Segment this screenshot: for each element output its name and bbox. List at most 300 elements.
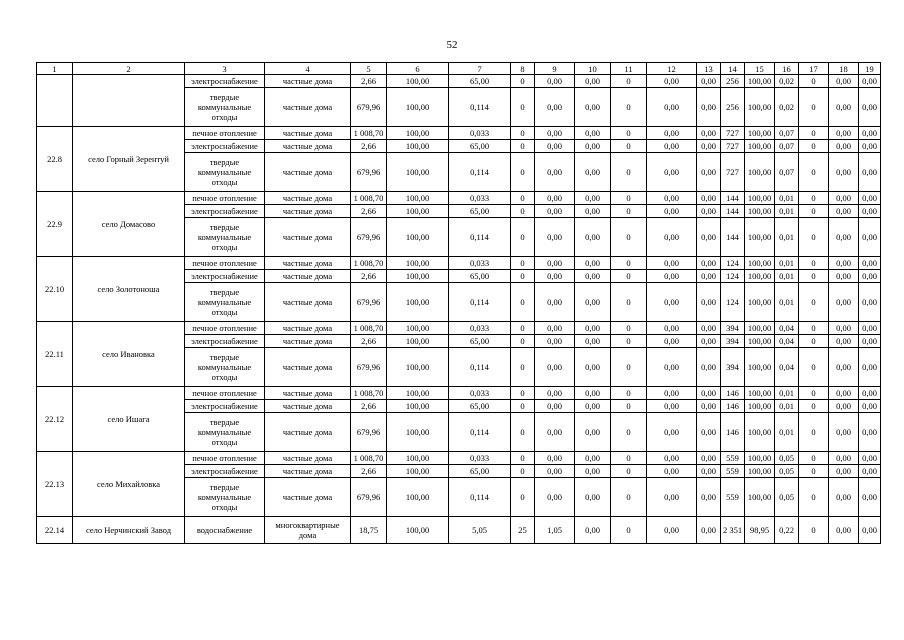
value-cell: 98,95 <box>745 517 775 544</box>
value-cell: 0 <box>511 283 535 322</box>
value-cell: 0,07 <box>775 140 799 153</box>
value-cell: 0 <box>611 465 647 478</box>
table-row <box>37 322 881 335</box>
value-cell: 1 008,70 <box>351 322 387 335</box>
value-cell: 0,00 <box>575 452 611 465</box>
value-cell: 0 <box>799 75 829 88</box>
settlement-name-cell <box>73 75 185 127</box>
value-cell: 0 <box>611 413 647 452</box>
value-cell: 0,00 <box>647 465 697 478</box>
value-cell: 0,00 <box>829 335 859 348</box>
value-cell: 0,00 <box>829 478 859 517</box>
value-cell: 0,00 <box>859 465 881 478</box>
value-cell: 0,00 <box>829 140 859 153</box>
value-cell: 0,00 <box>859 322 881 335</box>
value-cell: 0,00 <box>697 335 721 348</box>
value-cell: 65,00 <box>449 205 511 218</box>
value-cell: 0 <box>511 400 535 413</box>
table-row <box>37 127 881 140</box>
value-cell: 559 <box>721 465 745 478</box>
value-cell: 0 <box>511 127 535 140</box>
table-row <box>37 257 881 270</box>
value-cell: 100,00 <box>745 153 775 192</box>
value-cell: 0,01 <box>775 413 799 452</box>
value-cell: 0,01 <box>775 257 799 270</box>
value-cell: 0 <box>611 452 647 465</box>
housing-type-cell: частные дома <box>265 400 351 413</box>
value-cell: 124 <box>721 270 745 283</box>
value-cell: 0,00 <box>575 88 611 127</box>
data-table <box>36 62 881 544</box>
value-cell: 679,96 <box>351 88 387 127</box>
value-cell: 0,00 <box>647 517 697 544</box>
value-cell: 0,00 <box>829 452 859 465</box>
value-cell: 144 <box>721 205 745 218</box>
value-cell: 0,00 <box>575 153 611 192</box>
value-cell: 0,00 <box>535 257 575 270</box>
value-cell: 144 <box>721 218 745 257</box>
housing-type-cell: частные дома <box>265 140 351 153</box>
value-cell: 0 <box>611 348 647 387</box>
value-cell: 0,00 <box>697 400 721 413</box>
value-cell: 100,00 <box>745 218 775 257</box>
value-cell: 0 <box>511 218 535 257</box>
value-cell: 0 <box>799 335 829 348</box>
value-cell: 100,00 <box>745 75 775 88</box>
value-cell: 0,114 <box>449 218 511 257</box>
value-cell: 0,00 <box>647 335 697 348</box>
value-cell: 0,00 <box>859 127 881 140</box>
value-cell: 146 <box>721 413 745 452</box>
value-cell: 0,00 <box>859 348 881 387</box>
value-cell: 0 <box>799 465 829 478</box>
value-cell: 0 <box>611 283 647 322</box>
value-cell: 0,00 <box>535 322 575 335</box>
value-cell: 0 <box>611 478 647 517</box>
value-cell: 0 <box>799 517 829 544</box>
value-cell: 0,00 <box>575 348 611 387</box>
value-cell: 0,00 <box>535 478 575 517</box>
value-cell: 679,96 <box>351 348 387 387</box>
header-cell: 1 <box>37 63 73 75</box>
value-cell: 100,00 <box>745 452 775 465</box>
service-type-cell: печное отопление <box>185 192 265 205</box>
housing-type-cell: частные дома <box>265 270 351 283</box>
value-cell: 100,00 <box>387 322 449 335</box>
value-cell: 1 008,70 <box>351 257 387 270</box>
service-type-cell: твердые коммунальные отходы <box>185 413 265 452</box>
value-cell: 0 <box>511 270 535 283</box>
value-cell: 0,00 <box>575 140 611 153</box>
housing-type-cell: частные дома <box>265 75 351 88</box>
value-cell: 100,00 <box>745 192 775 205</box>
value-cell: 0,00 <box>535 413 575 452</box>
value-cell: 0,00 <box>829 127 859 140</box>
value-cell: 0 <box>799 88 829 127</box>
value-cell: 1 008,70 <box>351 452 387 465</box>
header-cell: 9 <box>535 63 575 75</box>
value-cell: 0,00 <box>575 478 611 517</box>
value-cell: 0,114 <box>449 413 511 452</box>
table-body <box>37 75 881 544</box>
value-cell: 124 <box>721 283 745 322</box>
value-cell: 0,00 <box>647 270 697 283</box>
value-cell: 0,01 <box>775 283 799 322</box>
value-cell: 0,00 <box>697 452 721 465</box>
row-number-cell: 22.10 <box>37 257 73 322</box>
value-cell: 0,00 <box>829 517 859 544</box>
housing-type-cell: многоквартирные дома <box>265 517 351 544</box>
value-cell: 0 <box>511 465 535 478</box>
value-cell: 0,114 <box>449 88 511 127</box>
settlement-name-cell: село Горный Зерентуй <box>73 127 185 192</box>
value-cell: 0,00 <box>647 387 697 400</box>
value-cell: 0 <box>611 88 647 127</box>
service-type-cell: печное отопление <box>185 387 265 400</box>
value-cell: 1,05 <box>535 517 575 544</box>
value-cell: 0,00 <box>575 270 611 283</box>
value-cell: 0,00 <box>535 192 575 205</box>
housing-type-cell: частные дома <box>265 127 351 140</box>
value-cell: 0,00 <box>829 322 859 335</box>
value-cell: 559 <box>721 452 745 465</box>
value-cell: 100,00 <box>745 205 775 218</box>
value-cell: 0 <box>611 387 647 400</box>
value-cell: 0 <box>611 517 647 544</box>
service-type-cell: твердые коммунальные отходы <box>185 218 265 257</box>
value-cell: 0,00 <box>829 257 859 270</box>
header-cell: 6 <box>387 63 449 75</box>
value-cell: 2,66 <box>351 75 387 88</box>
value-cell: 0 <box>611 400 647 413</box>
value-cell: 0,00 <box>859 88 881 127</box>
value-cell: 65,00 <box>449 400 511 413</box>
value-cell: 0,00 <box>697 75 721 88</box>
value-cell: 727 <box>721 153 745 192</box>
value-cell: 2,66 <box>351 140 387 153</box>
value-cell: 100,00 <box>387 478 449 517</box>
value-cell: 0,00 <box>859 205 881 218</box>
value-cell: 0,00 <box>647 257 697 270</box>
row-number-cell: 22.14 <box>37 517 73 544</box>
service-type-cell: твердые коммунальные отходы <box>185 283 265 322</box>
housing-type-cell: частные дома <box>265 452 351 465</box>
housing-type-cell: частные дома <box>265 218 351 257</box>
value-cell: 559 <box>721 478 745 517</box>
value-cell: 0,00 <box>575 205 611 218</box>
value-cell: 0,00 <box>575 127 611 140</box>
value-cell: 65,00 <box>449 140 511 153</box>
service-type-cell: электроснабжение <box>185 335 265 348</box>
row-number-cell: 22.9 <box>37 192 73 257</box>
value-cell: 727 <box>721 140 745 153</box>
value-cell: 0 <box>511 88 535 127</box>
value-cell: 0 <box>511 140 535 153</box>
service-type-cell: твердые коммунальные отходы <box>185 348 265 387</box>
value-cell: 0,00 <box>647 218 697 257</box>
service-type-cell: твердые коммунальные отходы <box>185 478 265 517</box>
header-cell: 11 <box>611 63 647 75</box>
value-cell: 0 <box>611 127 647 140</box>
service-type-cell: твердые коммунальные отходы <box>185 88 265 127</box>
value-cell: 100,00 <box>387 192 449 205</box>
header-cell: 15 <box>745 63 775 75</box>
value-cell: 0,01 <box>775 205 799 218</box>
service-type-cell: электроснабжение <box>185 270 265 283</box>
value-cell: 0 <box>511 387 535 400</box>
value-cell: 0 <box>611 140 647 153</box>
value-cell: 0 <box>799 478 829 517</box>
value-cell: 0,00 <box>647 88 697 127</box>
header-cell: 16 <box>775 63 799 75</box>
value-cell: 100,00 <box>745 335 775 348</box>
header-cell: 12 <box>647 63 697 75</box>
value-cell: 0,05 <box>775 452 799 465</box>
value-cell: 0,00 <box>697 127 721 140</box>
value-cell: 100,00 <box>387 335 449 348</box>
value-cell: 0,00 <box>535 127 575 140</box>
value-cell: 65,00 <box>449 75 511 88</box>
value-cell: 0 <box>611 322 647 335</box>
value-cell: 100,00 <box>387 283 449 322</box>
value-cell: 0,00 <box>829 413 859 452</box>
value-cell: 0,00 <box>575 283 611 322</box>
value-cell: 0 <box>799 192 829 205</box>
value-cell: 100,00 <box>387 75 449 88</box>
value-cell: 0,04 <box>775 348 799 387</box>
value-cell: 0,00 <box>647 322 697 335</box>
value-cell: 5,05 <box>449 517 511 544</box>
value-cell: 65,00 <box>449 335 511 348</box>
header-cell: 8 <box>511 63 535 75</box>
header-cell: 14 <box>721 63 745 75</box>
value-cell: 0,00 <box>859 387 881 400</box>
service-type-cell: электроснабжение <box>185 465 265 478</box>
value-cell: 0,00 <box>535 335 575 348</box>
value-cell: 0,00 <box>697 348 721 387</box>
value-cell: 0,033 <box>449 127 511 140</box>
value-cell: 0 <box>611 218 647 257</box>
value-cell: 0,00 <box>829 348 859 387</box>
page-number: 52 <box>446 39 458 51</box>
value-cell: 394 <box>721 335 745 348</box>
housing-type-cell: частные дома <box>265 192 351 205</box>
value-cell: 0,00 <box>859 400 881 413</box>
value-cell: 100,00 <box>387 517 449 544</box>
value-cell: 1 008,70 <box>351 387 387 400</box>
value-cell: 2,66 <box>351 335 387 348</box>
service-type-cell: электроснабжение <box>185 140 265 153</box>
value-cell: 0,00 <box>697 478 721 517</box>
value-cell: 0,02 <box>775 75 799 88</box>
value-cell: 100,00 <box>387 270 449 283</box>
row-number-cell: 22.11 <box>37 322 73 387</box>
value-cell: 100,00 <box>745 270 775 283</box>
service-type-cell: печное отопление <box>185 452 265 465</box>
value-cell: 0,22 <box>775 517 799 544</box>
value-cell: 1 008,70 <box>351 192 387 205</box>
service-type-cell: печное отопление <box>185 257 265 270</box>
value-cell: 0,00 <box>535 400 575 413</box>
value-cell: 0,00 <box>697 153 721 192</box>
value-cell: 679,96 <box>351 413 387 452</box>
value-cell: 0,00 <box>697 192 721 205</box>
value-cell: 0,00 <box>829 75 859 88</box>
value-cell: 256 <box>721 75 745 88</box>
value-cell: 0,00 <box>575 413 611 452</box>
value-cell: 679,96 <box>351 478 387 517</box>
service-type-cell: электроснабжение <box>185 205 265 218</box>
value-cell: 0,01 <box>775 400 799 413</box>
value-cell: 0 <box>799 257 829 270</box>
value-cell: 0,00 <box>829 218 859 257</box>
value-cell: 0,00 <box>647 283 697 322</box>
value-cell: 0,00 <box>647 400 697 413</box>
value-cell: 0,00 <box>859 452 881 465</box>
service-type-cell: электроснабжение <box>185 75 265 88</box>
value-cell: 0,00 <box>535 465 575 478</box>
value-cell: 100,00 <box>387 348 449 387</box>
value-cell: 0 <box>799 270 829 283</box>
value-cell: 0,04 <box>775 335 799 348</box>
value-cell: 0,00 <box>697 322 721 335</box>
settlement-name-cell: село Ишага <box>73 387 185 452</box>
header-cell: 2 <box>73 63 185 75</box>
settlement-name-cell: село Ивановка <box>73 322 185 387</box>
value-cell: 0,114 <box>449 283 511 322</box>
value-cell: 0,033 <box>449 322 511 335</box>
table-row <box>37 517 881 544</box>
value-cell: 0,00 <box>575 322 611 335</box>
value-cell: 0 <box>799 218 829 257</box>
value-cell: 0 <box>799 205 829 218</box>
value-cell: 0 <box>511 452 535 465</box>
value-cell: 0,00 <box>647 153 697 192</box>
value-cell: 0,00 <box>647 452 697 465</box>
value-cell: 100,00 <box>745 257 775 270</box>
value-cell: 100,00 <box>387 88 449 127</box>
value-cell: 0,00 <box>697 270 721 283</box>
value-cell: 0 <box>511 75 535 88</box>
value-cell: 0,01 <box>775 387 799 400</box>
value-cell: 100,00 <box>387 400 449 413</box>
service-type-cell: электроснабжение <box>185 400 265 413</box>
value-cell: 0 <box>799 127 829 140</box>
value-cell: 0 <box>799 413 829 452</box>
value-cell: 2,66 <box>351 400 387 413</box>
value-cell: 0,00 <box>697 205 721 218</box>
value-cell: 0,033 <box>449 387 511 400</box>
value-cell: 100,00 <box>387 205 449 218</box>
value-cell: 0 <box>511 335 535 348</box>
value-cell: 100,00 <box>745 478 775 517</box>
value-cell: 394 <box>721 322 745 335</box>
value-cell: 100,00 <box>387 257 449 270</box>
table-row <box>37 452 881 465</box>
settlement-name-cell: село Михайловка <box>73 452 185 517</box>
value-cell: 100,00 <box>745 387 775 400</box>
value-cell: 0,05 <box>775 465 799 478</box>
value-cell: 0,00 <box>829 387 859 400</box>
value-cell: 100,00 <box>387 153 449 192</box>
value-cell: 0,02 <box>775 88 799 127</box>
value-cell: 0,00 <box>859 270 881 283</box>
header-cell: 10 <box>575 63 611 75</box>
value-cell: 1 008,70 <box>351 127 387 140</box>
value-cell: 0,00 <box>859 283 881 322</box>
value-cell: 0,00 <box>829 192 859 205</box>
value-cell: 100,00 <box>745 283 775 322</box>
value-cell: 2,66 <box>351 205 387 218</box>
value-cell: 727 <box>721 127 745 140</box>
housing-type-cell: частные дома <box>265 478 351 517</box>
settlement-name-cell: село Золотоноша <box>73 257 185 322</box>
value-cell: 0,00 <box>575 75 611 88</box>
housing-type-cell: частные дома <box>265 283 351 322</box>
value-cell: 146 <box>721 400 745 413</box>
value-cell: 100,00 <box>745 127 775 140</box>
settlement-name-cell: село Нерчинский Завод <box>73 517 185 544</box>
value-cell: 0,00 <box>575 465 611 478</box>
value-cell: 0,00 <box>647 205 697 218</box>
value-cell: 0,00 <box>575 192 611 205</box>
value-cell: 0,04 <box>775 322 799 335</box>
value-cell: 0,00 <box>535 88 575 127</box>
header-cell: 7 <box>449 63 511 75</box>
value-cell: 100,00 <box>387 465 449 478</box>
service-type-cell: печное отопление <box>185 127 265 140</box>
value-cell: 679,96 <box>351 283 387 322</box>
value-cell: 0,00 <box>647 478 697 517</box>
row-number-cell <box>37 75 73 127</box>
value-cell: 100,00 <box>387 387 449 400</box>
value-cell: 394 <box>721 348 745 387</box>
value-cell: 0,00 <box>575 257 611 270</box>
row-number-cell: 22.12 <box>37 387 73 452</box>
value-cell: 100,00 <box>387 452 449 465</box>
value-cell: 0,00 <box>575 218 611 257</box>
value-cell: 0 <box>511 478 535 517</box>
value-cell: 0 <box>511 192 535 205</box>
value-cell: 100,00 <box>745 88 775 127</box>
value-cell: 679,96 <box>351 218 387 257</box>
value-cell: 0,00 <box>859 517 881 544</box>
value-cell: 0,114 <box>449 153 511 192</box>
value-cell: 2 351 <box>721 517 745 544</box>
value-cell: 0,00 <box>859 413 881 452</box>
value-cell: 0,00 <box>697 218 721 257</box>
value-cell: 0,00 <box>697 140 721 153</box>
value-cell: 0,00 <box>697 283 721 322</box>
value-cell: 0,114 <box>449 348 511 387</box>
value-cell: 100,00 <box>745 465 775 478</box>
value-cell: 0,01 <box>775 218 799 257</box>
header-cell: 4 <box>265 63 351 75</box>
table-row <box>37 387 881 400</box>
housing-type-cell: частные дома <box>265 257 351 270</box>
value-cell: 0,00 <box>697 465 721 478</box>
header-cell: 17 <box>799 63 829 75</box>
value-cell: 100,00 <box>745 140 775 153</box>
value-cell: 100,00 <box>745 322 775 335</box>
value-cell: 0,00 <box>859 192 881 205</box>
value-cell: 0 <box>799 387 829 400</box>
value-cell: 65,00 <box>449 465 511 478</box>
value-cell: 100,00 <box>745 400 775 413</box>
value-cell: 0 <box>799 452 829 465</box>
value-cell: 0,07 <box>775 127 799 140</box>
value-cell: 0,033 <box>449 192 511 205</box>
